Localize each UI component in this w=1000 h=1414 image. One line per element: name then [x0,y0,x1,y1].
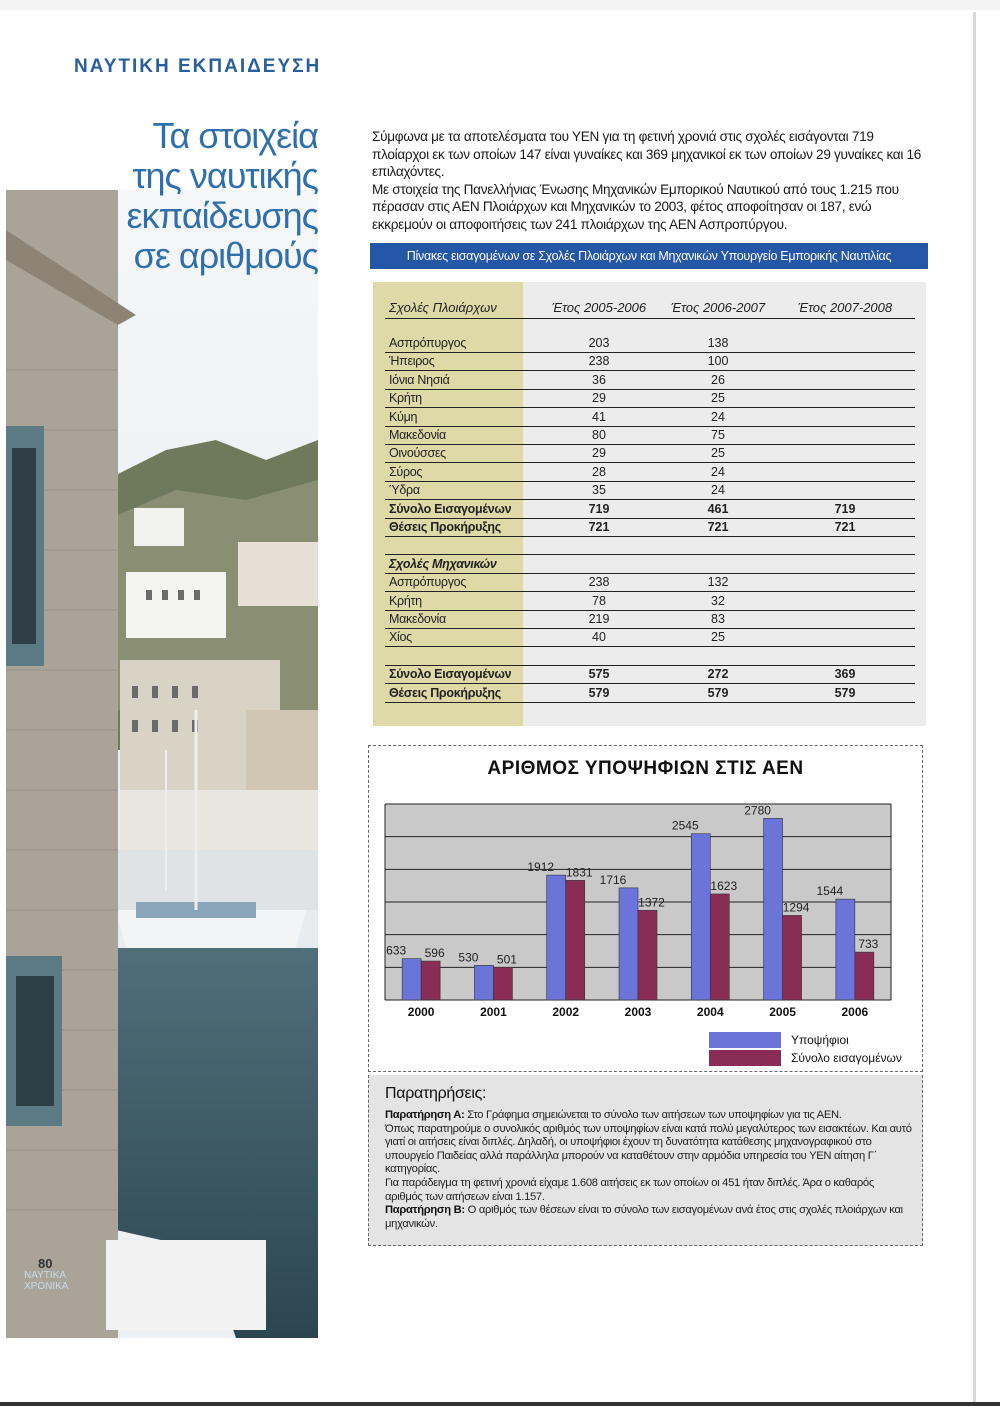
x-tick-label: 2003 [624,1005,652,1019]
table-row [385,592,915,611]
magazine-name-line: ΧΡΟΝΙΚΑ [24,1281,69,1292]
table-row [385,444,915,463]
table-cell: 78 [592,593,606,608]
headline-line: Τα στοιχεία [152,115,318,156]
data-label: 2545 [671,818,699,833]
table-cell: Κύμη [389,409,418,424]
x-tick-label: 2001 [480,1005,507,1019]
table-cell: 219 [588,612,610,626]
headline-line: σε αριθμούς [133,235,318,276]
data-label: 501 [496,952,517,967]
table-cell: 25 [711,391,725,406]
table-cell: 28 [592,464,606,479]
data-label: 2780 [744,803,771,818]
table-cell: 238 [588,354,610,369]
scan-edge-bottom [0,1402,1000,1406]
table-cell: 132 [707,575,729,590]
data-label: 1623 [710,878,738,893]
table-banner: Πίνακες εισαγομένων σε Σχολές Πλοιάρχων και Μηχανικών Υπουργείο Εμπορικής Ναυτιλίας [370,243,928,269]
legend-label: Σύνολο εισαγομένων [791,1051,902,1065]
magazine-name-line: ΝΑΥΤΙΚΑ [24,1270,67,1281]
scan-edge-right [973,12,976,1402]
table-row [385,481,915,500]
table-cell: 138 [707,336,729,350]
table-header [385,296,915,319]
table-cell: 100 [707,354,729,369]
bar-chart [369,746,922,1071]
table-total-row [385,500,915,519]
table-row [385,463,915,482]
harbour-photo-illustration [6,190,318,1338]
note-b-text: Ο αριθμός των θέσεων είναι το σύνολο των εισαγομένων ανά έτος στις σχολές πλοιάρχων και μηχανικών. [385,1204,903,1230]
table-subheader-row [385,555,915,574]
headline [118,116,318,276]
section-label-strong: ΝΑΥΤΙΚΗ [74,56,171,77]
note-b-label: Παρατήρηση Β: [385,1204,465,1217]
table-cell: 25 [711,446,725,461]
header-year-2007: Έτος 2007-2008 [797,300,893,315]
table-cell: Θέσεις Προκήρυξης [389,685,501,700]
table-cell: Χίος [389,630,412,645]
table-row [385,408,915,427]
note-b [385,1204,913,1231]
table-cell: 272 [707,667,729,682]
admissions-table [373,282,926,726]
table-cell: 24 [711,409,725,424]
data-label: 530 [458,950,479,965]
x-tick-label: 2000 [407,1005,435,1019]
table-cell: 24 [711,483,725,498]
notes-body [385,1109,913,1231]
table-cell: Σχολές Μηχανικών [389,556,497,571]
table-total-row [385,665,915,684]
bar-admitted [855,952,874,1000]
x-tick-label: 2004 [696,1005,724,1019]
table-spacer-row [385,536,915,555]
bar-candidates [764,818,783,1000]
table-cell: 36 [592,372,606,387]
bar-admitted [710,894,729,1000]
x-tick-label: 2002 [552,1005,580,1019]
table-cell: Μακεδονία [389,612,446,626]
table-cell: 579 [834,685,856,700]
intro-text [372,128,932,234]
data-label: 1544 [816,884,844,899]
table-cell: 575 [588,667,610,682]
table-cell: Σύνολο Εισαγομένων [389,501,512,516]
chart-title: ΑΡΙΘΜΟΣ ΥΠΟΨΗΦΙΩΝ ΣΤΙΣ ΑΕΝ [487,758,804,779]
legend-label: Υποψήφιοι [791,1033,849,1047]
note-a [385,1109,913,1123]
table-cell: Κρήτη [389,391,422,406]
table-cell: 24 [711,464,725,479]
notes-title: Παρατηρήσεις: [385,1085,487,1102]
table-row [385,573,915,592]
table-cell: 719 [834,501,856,516]
note-paragraph: Για παράδειγμα τη φετινή χρονιά είχαμε 1.608 αιτήσεις εκ των οποίων οι 451 ήταν διπλές. Άρα ο καθαρός αριθμός των αιτήσεων είναι 1.157. [385,1176,874,1203]
table-spacer-row [385,647,915,666]
table-cell: 26 [711,372,725,387]
table-cell: 80 [592,428,606,442]
notes-box [368,1075,923,1246]
table-cell: 40 [592,630,606,645]
section-label-light: ΕΚΠΑΙΔΕΥΣΗ [178,56,322,77]
section-label [74,56,321,78]
table-cell: Θέσεις Προκήρυξης [389,520,501,534]
harbour-photo [6,190,318,1338]
magazine-name [24,1270,84,1292]
x-tick-label: 2006 [841,1005,869,1019]
table-cell: 238 [588,575,610,590]
bar-admitted [421,961,440,1000]
headline-line: εκπαίδευσης [126,195,318,236]
table-cell: 203 [588,336,610,350]
legend-swatch [709,1032,781,1048]
table-cell: Μακεδονία [389,428,446,442]
table-cell: Ιόνια Νησιά [389,372,450,387]
table-cell: 32 [711,593,725,608]
table-cell: 721 [834,520,856,534]
bar-candidates [836,899,855,1000]
headline-line: της ναυτικής [132,155,318,196]
table-cell: 35 [592,483,606,498]
bar-candidates [474,965,493,1000]
table-cell: 721 [588,520,610,534]
table-row [385,352,915,371]
table-cell: Ασπρόπυργος [389,336,467,350]
header-year-2005: Έτος 2005-2006 [551,300,647,315]
bar-admitted [783,915,802,1000]
bar-admitted [566,880,585,1000]
table-cell: 41 [592,409,606,424]
chart-box [368,745,923,1072]
table-row [385,334,915,353]
bar-candidates [619,888,638,1000]
bar-admitted [493,967,512,1000]
bar-admitted [638,910,657,1000]
header-year-2006: Έτος 2006-2007 [670,300,766,315]
table-cell: 579 [707,685,729,700]
table-cell: Κρήτη [389,593,422,608]
legend-swatch [709,1050,781,1066]
table-cell: Ύδρα [389,483,420,498]
table-total-row [385,518,915,537]
table-cell: 25 [711,630,725,645]
intro-paragraph: Σύμφωνα με τα αποτελέσματα του ΥΕΝ για τη φετινή χρονιά στις σχολές εισάγονται 719 πλοίαρχοι εκ των οποίων 147 είναι γυναίκες και 369 μηχανικοί εκ των οποίων 29 γυναίκες και 16 επιλαχόντες. [372,129,922,180]
bar-candidates [402,959,421,1000]
x-tick-label: 2005 [769,1005,796,1019]
table-cell: 83 [711,612,725,626]
data-label: 1831 [565,865,593,880]
intro-paragraph: Με στοιχεία της Πανελλήνιας Ένωσης Μηχανικών Εμπορικού Ναυτικού από τους 1.215 που πέρασαν στις ΑΕΝ Πλοιάρχων και Μηχανικών το 2003, φέτος αποφοίτησαν οι 187, ενώ εκκρεμούν οι αποφοιτήσεις των 241 πλοιάρχων της ΑΕΝ Ασπροπύργου. [372,181,899,232]
table-cell: Σύνολο Εισαγομένων [389,667,512,682]
table-cell: Ασπρόπυργος [389,575,467,590]
table-row [385,371,915,390]
scan-edge-top [0,0,1000,10]
header-captains-schools: Σχολές Πλοιάρχων [389,300,497,315]
data-label: 1294 [782,900,810,915]
data-label: 1716 [599,872,627,887]
data-label: 1372 [638,895,665,910]
table-cell: 461 [707,501,729,516]
table-cell: 75 [711,428,725,442]
note-a-text: Στο Γράφημα σημειώνεται το σύνολο των αιτήσεων των υποψηφίων για τις ΑΕΝ. [467,1109,842,1121]
bar-candidates [547,875,566,1000]
table-cell: 719 [588,501,610,516]
table-cell: 579 [588,685,610,700]
table-cell: 721 [707,520,729,534]
note-paragraph: Όπως παρατηρούμε ο συνολικός αριθμός των υποψηφίων είναι κατά πολύ μεγαλύτερος των εισακτέων. Και αυτό γιατί οι αιτήσεις είναι διπλές. Δηλαδή, οι υποψήφιοι έχουν τη δυνατότητα κατάθεσης μηχανογραφικού στο υπουργείο Παιδείας αλλά παράλληλα μπορούν να καταθέτουν στην αρμόδια υπηρεσία του ΥΕΝ αίτηση Γ΄ κατηγορίας. [385,1122,912,1176]
table-row [385,389,915,408]
table-cell: 29 [592,391,606,406]
table-row [385,610,915,629]
table-row [385,628,915,647]
table-cell: 29 [592,446,606,461]
table-cell: Οινούσσες [389,446,446,461]
data-label: 596 [424,946,445,961]
table-cell: Ήπειρος [389,354,435,369]
note-a-label: Παρατήρηση Α: [385,1109,465,1121]
table-row [385,426,915,445]
page-number: 80 [38,1256,53,1271]
data-label: 633 [386,943,407,958]
table-cell: 369 [834,667,856,682]
bar-candidates [691,834,710,1000]
data-label: 1912 [527,860,555,875]
data-label: 733 [858,937,879,952]
table-total-row [385,684,915,703]
table-cell: Σύρος [389,464,423,479]
